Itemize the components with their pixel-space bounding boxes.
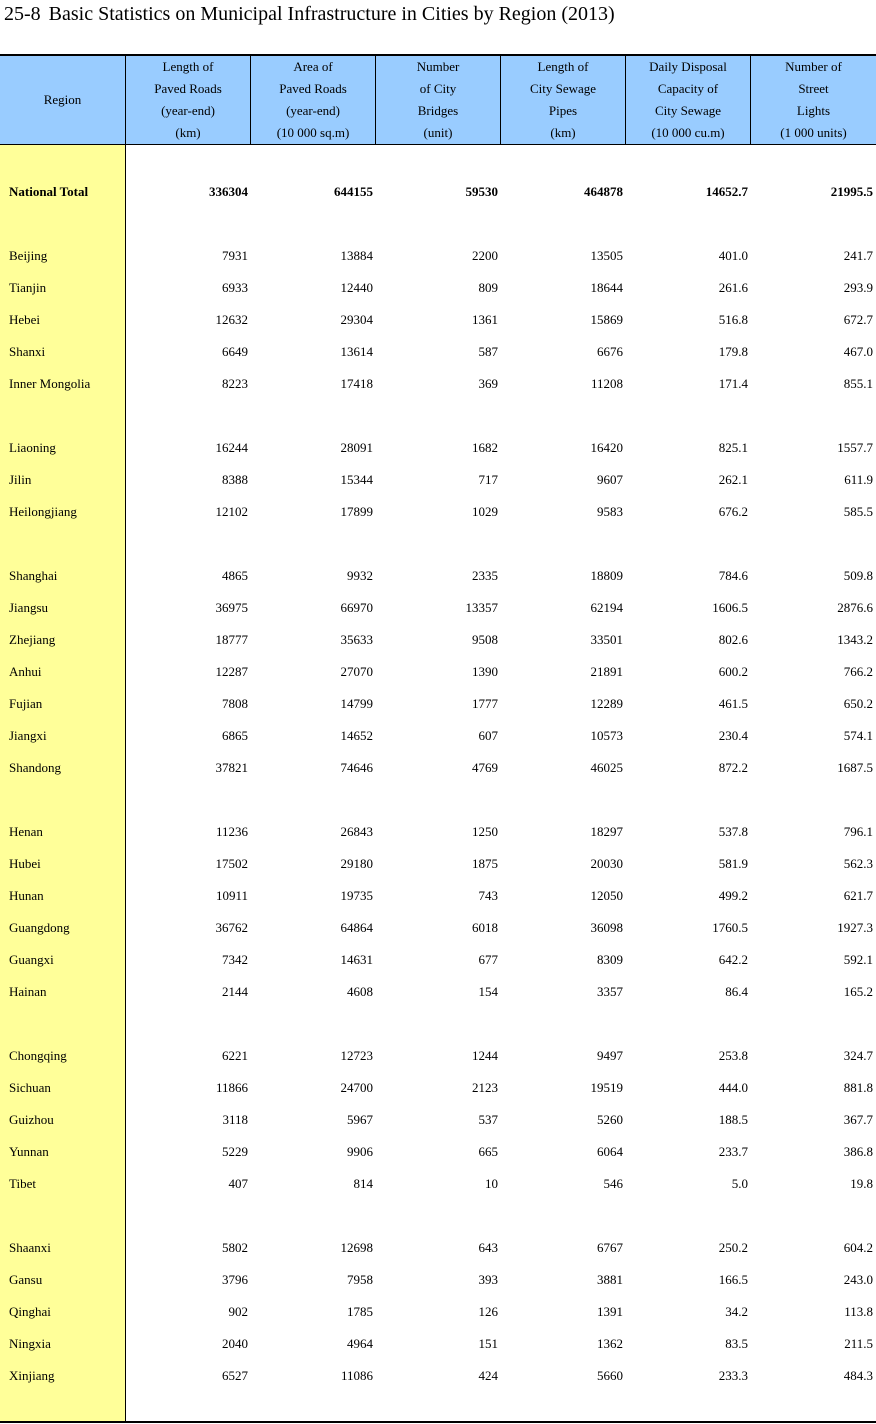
- table-cell: 386.8: [843, 1144, 873, 1159]
- table-cell: 4769: [472, 760, 498, 775]
- table-cell: 809: [478, 280, 498, 295]
- table-cell: 36762: [215, 920, 248, 935]
- column-header-line: Region: [43, 92, 82, 107]
- table-cell: 604.2: [843, 1240, 873, 1255]
- region-name: Shanxi: [9, 344, 46, 359]
- region-name: Sichuan: [9, 1080, 51, 1095]
- table-cell: 262.1: [718, 472, 748, 487]
- column-header-line: Paved Roads: [154, 81, 222, 96]
- table-cell: 34.2: [725, 1304, 748, 1319]
- table-cell: 802.6: [718, 632, 748, 647]
- table-cell: 1390: [472, 664, 498, 679]
- table-cell: 1875: [472, 856, 498, 871]
- region-name: Tianjin: [9, 280, 47, 295]
- column-header-line: Area of: [293, 59, 333, 74]
- region-name: Tibet: [9, 1176, 36, 1191]
- table-row: [0, 598, 876, 618]
- table-row: [0, 1174, 876, 1194]
- table-cell: 5967: [347, 1112, 373, 1127]
- table-cell: 19735: [340, 888, 373, 903]
- table-cell: 407: [228, 1176, 248, 1191]
- table-cell: 10573: [590, 728, 623, 743]
- table-cell: 8223: [222, 376, 248, 391]
- region-name: Jiangxi: [9, 728, 47, 743]
- table-cell: 250.2: [718, 1240, 748, 1255]
- table-row-total: [0, 182, 876, 202]
- table-cell: 7958: [347, 1272, 373, 1287]
- table-row: [0, 694, 876, 714]
- table-cell: 35633: [340, 632, 373, 647]
- table-cell: 12723: [340, 1048, 373, 1063]
- table-cell: 17502: [215, 856, 248, 871]
- table-cell: 13884: [340, 248, 373, 263]
- table-cell: 784.6: [718, 568, 748, 583]
- table-cell: 676.2: [718, 504, 748, 519]
- table-cell: 881.8: [843, 1080, 873, 1095]
- table-cell: 171.4: [718, 376, 748, 391]
- table-cell: 17418: [340, 376, 373, 391]
- column-header-line: Number of: [785, 59, 842, 74]
- table-cell: 1557.7: [837, 440, 873, 455]
- table-cell: 6527: [222, 1368, 248, 1383]
- table-cell: 46025: [590, 760, 623, 775]
- region-name: Shaanxi: [9, 1240, 51, 1255]
- table-cell: 37821: [215, 760, 248, 775]
- table-cell: 872.2: [718, 760, 748, 775]
- table-cell: 4964: [347, 1336, 373, 1351]
- column-header: [500, 56, 625, 144]
- region-name: Fujian: [9, 696, 43, 711]
- table-row: [0, 246, 876, 266]
- table-cell: 467.0: [843, 344, 873, 359]
- table-cell: 401.0: [718, 248, 748, 263]
- column-header-line: (year-end): [286, 103, 340, 118]
- table-bottom-rule: [0, 1421, 876, 1423]
- column-header-line: Length of: [537, 59, 589, 74]
- table-cell: 11236: [215, 824, 248, 839]
- table-cell: 113.8: [844, 1304, 873, 1319]
- table-cell: 1687.5: [837, 760, 873, 775]
- region-name: Heilongjiang: [9, 504, 77, 519]
- region-name: Chongqing: [9, 1048, 67, 1063]
- region-column-background: [0, 145, 126, 1421]
- table-cell: 15344: [340, 472, 373, 487]
- table-cell: 743: [478, 888, 498, 903]
- table-cell: 825.1: [718, 440, 748, 455]
- table-row: [0, 918, 876, 938]
- table-cell: 587: [478, 344, 498, 359]
- table-cell: 855.1: [843, 376, 873, 391]
- table-cell: 12698: [340, 1240, 373, 1255]
- table-cell: 2335: [472, 568, 498, 583]
- page-title: [4, 3, 615, 26]
- column-header-line: City Sewage: [654, 103, 722, 118]
- table-cell: 13505: [590, 248, 623, 263]
- table-cell: 18297: [590, 824, 623, 839]
- table-cell: 83.5: [725, 1336, 748, 1351]
- column-header-line: Capacity of: [657, 81, 719, 96]
- table-cell: 9607: [597, 472, 623, 487]
- table-cell: 642.2: [718, 952, 748, 967]
- table-cell: 253.8: [718, 1048, 748, 1063]
- table-cell: 166.5: [718, 1272, 748, 1287]
- table-cell: 600.2: [718, 664, 748, 679]
- table-cell: 12287: [215, 664, 248, 679]
- table-cell: 2123: [472, 1080, 498, 1095]
- table-cell: 13614: [340, 344, 373, 359]
- column-header-line: Pipes: [548, 103, 578, 118]
- table-cell: 717: [478, 472, 498, 487]
- table-cell: 369: [478, 376, 498, 391]
- table-cell: 18644: [590, 280, 623, 295]
- region-name: Beijing: [9, 248, 48, 263]
- table-cell: 16420: [590, 440, 623, 455]
- table-cell: 36098: [590, 920, 623, 935]
- column-header: [750, 56, 876, 144]
- table-cell: 5660: [597, 1368, 623, 1383]
- table-cell: 62194: [590, 600, 623, 615]
- region-name: Shandong: [9, 760, 61, 775]
- table-cell: 1682: [472, 440, 498, 455]
- table-cell: 3796: [222, 1272, 248, 1287]
- table-cell: 672.7: [843, 312, 873, 327]
- table-cell: 233.7: [718, 1144, 748, 1159]
- table-cell: 154: [478, 984, 498, 999]
- table-cell: 12102: [215, 504, 248, 519]
- table-row: [0, 950, 876, 970]
- table-cell: 8388: [222, 472, 248, 487]
- table-cell: 1343.2: [837, 632, 873, 647]
- table-cell: 444.0: [718, 1080, 748, 1095]
- table-row: [0, 758, 876, 778]
- table-row: [0, 438, 876, 458]
- table-cell: 766.2: [843, 664, 873, 679]
- table-cell: 21995.5: [830, 184, 873, 199]
- column-header-line: (km): [550, 125, 576, 140]
- region-name: Guangxi: [9, 952, 54, 967]
- table-cell: 336304: [209, 184, 248, 199]
- table-cell: 151: [478, 1336, 498, 1351]
- table-cell: 6865: [222, 728, 248, 743]
- table-row: [0, 310, 876, 330]
- table-cell: 6649: [222, 344, 248, 359]
- column-header-line: (year-end): [161, 103, 215, 118]
- table-cell: 537.8: [718, 824, 748, 839]
- table-cell: 1777: [472, 696, 498, 711]
- column-header-line: (1 000 units): [780, 125, 847, 140]
- table-cell: 2876.6: [837, 600, 873, 615]
- table-cell: 12632: [215, 312, 248, 327]
- region-name: Ningxia: [9, 1336, 51, 1351]
- region-name: Zhejiang: [9, 632, 56, 647]
- table-row: [0, 1046, 876, 1066]
- column-header: [250, 56, 375, 144]
- table-cell: 574.1: [843, 728, 873, 743]
- table-cell: 4865: [222, 568, 248, 583]
- table-cell: 5229: [222, 1144, 248, 1159]
- table-cell: 4608: [347, 984, 373, 999]
- table-cell: 424: [478, 1368, 498, 1383]
- table-cell: 230.4: [718, 728, 748, 743]
- table-cell: 233.3: [718, 1368, 748, 1383]
- table-cell: 16244: [215, 440, 248, 455]
- table-cell: 19.8: [850, 1176, 873, 1191]
- table-cell: 6221: [222, 1048, 248, 1063]
- region-name: Anhui: [9, 664, 42, 679]
- table-cell: 516.8: [718, 312, 748, 327]
- table-cell: 15869: [590, 312, 623, 327]
- table-cell: 12289: [590, 696, 623, 711]
- table-cell: 9583: [597, 504, 623, 519]
- table-cell: 5.0: [731, 1176, 748, 1191]
- table-cell: 11866: [215, 1080, 248, 1095]
- table-cell: 1029: [472, 504, 498, 519]
- region-name: Xinjiang: [9, 1368, 55, 1383]
- statistics-table: [0, 54, 876, 1424]
- table-cell: 650.2: [843, 696, 873, 711]
- region-name: Hunan: [9, 888, 44, 903]
- table-cell: 293.9: [843, 280, 873, 295]
- table-cell: 7931: [222, 248, 248, 263]
- table-cell: 8309: [597, 952, 623, 967]
- table-cell: 86.4: [725, 984, 748, 999]
- table-cell: 585.5: [843, 504, 873, 519]
- table-cell: 74646: [340, 760, 373, 775]
- column-header: [375, 56, 500, 144]
- column-header-line: (unit): [423, 125, 453, 140]
- table-cell: 6676: [597, 344, 623, 359]
- table-cell: 592.1: [843, 952, 873, 967]
- region-name: Jilin: [9, 472, 32, 487]
- table-cell: 14652: [340, 728, 373, 743]
- table-cell: 814: [353, 1176, 373, 1191]
- table-row: [0, 662, 876, 682]
- table-cell: 324.7: [843, 1048, 873, 1063]
- table-cell: 211.5: [844, 1336, 873, 1351]
- table-cell: 621.7: [843, 888, 873, 903]
- column-header: [125, 56, 250, 144]
- table-cell: 677: [478, 952, 498, 967]
- table-cell: 509.8: [843, 568, 873, 583]
- table-row: [0, 822, 876, 842]
- table-cell: 546: [603, 1176, 623, 1191]
- table-row: [0, 278, 876, 298]
- table-cell: 17899: [340, 504, 373, 519]
- table-cell: 499.2: [718, 888, 748, 903]
- table-cell: 24700: [340, 1080, 373, 1095]
- table-cell: 18777: [215, 632, 248, 647]
- column-header-line: Lights: [796, 103, 831, 118]
- table-cell: 7808: [222, 696, 248, 711]
- table-cell: 59530: [465, 184, 498, 199]
- column-header-line: Street: [798, 81, 829, 96]
- table-cell: 2144: [222, 984, 248, 999]
- region-name: Yunnan: [9, 1144, 49, 1159]
- table-cell: 644155: [334, 184, 373, 199]
- table-cell: 5802: [222, 1240, 248, 1255]
- table-row: [0, 342, 876, 362]
- table-cell: 28091: [340, 440, 373, 455]
- table-cell: 243.0: [843, 1272, 873, 1287]
- region-name: Hainan: [9, 984, 47, 999]
- table-cell: 562.3: [843, 856, 873, 871]
- table-cell: 1362: [597, 1336, 623, 1351]
- table-cell: 2040: [222, 1336, 248, 1351]
- table-cell: 12050: [590, 888, 623, 903]
- table-cell: 1361: [472, 312, 498, 327]
- table-row: [0, 854, 876, 874]
- table-cell: 393: [478, 1272, 498, 1287]
- table-cell: 607: [478, 728, 498, 743]
- table-cell: 20030: [590, 856, 623, 871]
- table-row: [0, 726, 876, 746]
- table-cell: 179.8: [718, 344, 748, 359]
- table-cell: 3118: [222, 1112, 248, 1127]
- column-header: [625, 56, 750, 144]
- table-cell: 64864: [340, 920, 373, 935]
- table-cell: 1606.5: [712, 600, 748, 615]
- table-cell: 126: [478, 1304, 498, 1319]
- table-row: [0, 630, 876, 650]
- table-row: [0, 470, 876, 490]
- table-cell: 10: [485, 1176, 498, 1191]
- table-row: [0, 374, 876, 394]
- table-cell: 1785: [347, 1304, 373, 1319]
- region-name: Hubei: [9, 856, 41, 871]
- table-cell: 7342: [222, 952, 248, 967]
- table-cell: 261.6: [718, 280, 748, 295]
- column-header-line: City Sewage: [529, 81, 597, 96]
- table-cell: 188.5: [718, 1112, 748, 1127]
- table-cell: 21891: [590, 664, 623, 679]
- table-cell: 9906: [347, 1144, 373, 1159]
- table-cell: 464878: [584, 184, 623, 199]
- table-cell: 9932: [347, 568, 373, 583]
- table-cell: 611.9: [844, 472, 873, 487]
- table-cell: 66970: [340, 600, 373, 615]
- table-cell: 643: [478, 1240, 498, 1255]
- table-cell: 537: [478, 1112, 498, 1127]
- table-cell: 796.1: [843, 824, 873, 839]
- table-cell: 19519: [590, 1080, 623, 1095]
- table-cell: 11086: [340, 1368, 373, 1383]
- region-name: Henan: [9, 824, 43, 839]
- region-name: Gansu: [9, 1272, 43, 1287]
- table-cell: 14799: [340, 696, 373, 711]
- table-row: [0, 1238, 876, 1258]
- table-cell: 9497: [597, 1048, 623, 1063]
- table-cell: 581.9: [718, 856, 748, 871]
- column-header-line: Length of: [162, 59, 214, 74]
- table-row: [0, 1302, 876, 1322]
- table-cell: 1244: [472, 1048, 498, 1063]
- table-cell: 241.7: [843, 248, 873, 263]
- table-row: [0, 1270, 876, 1290]
- table-cell: 29180: [340, 856, 373, 871]
- region-name: Liaoning: [9, 440, 56, 455]
- region-name: Guizhou: [9, 1112, 54, 1127]
- table-cell: 3357: [597, 984, 623, 999]
- table-cell: 6018: [472, 920, 498, 935]
- region-name: Hebei: [9, 312, 41, 327]
- table-cell: 18809: [590, 568, 623, 583]
- table-cell: 12440: [340, 280, 373, 295]
- table-cell: 11208: [590, 376, 623, 391]
- column-header-line: (10 000 sq.m): [276, 125, 350, 140]
- region-name: Jiangsu: [9, 600, 48, 615]
- table-cell: 165.2: [843, 984, 873, 999]
- table-header: [0, 56, 876, 145]
- column-header-line: Number: [416, 59, 460, 74]
- column-header-line: Daily Disposal: [649, 59, 727, 74]
- column-header-line: Bridges: [417, 103, 459, 118]
- table-cell: 367.7: [843, 1112, 873, 1127]
- table-row: [0, 982, 876, 1002]
- column-header-line: (km): [175, 125, 201, 140]
- table-cell: 33501: [590, 632, 623, 647]
- region-name: National Total: [9, 184, 89, 199]
- table-cell: 14631: [340, 952, 373, 967]
- table-cell: 665: [478, 1144, 498, 1159]
- table-row: [0, 502, 876, 522]
- table-cell: 6767: [597, 1240, 623, 1255]
- column-header-line: (10 000 cu.m): [651, 125, 725, 140]
- region-name: Inner Mongolia: [9, 376, 91, 391]
- region-name: Guangdong: [9, 920, 70, 935]
- table-cell: 29304: [340, 312, 373, 327]
- table-cell: 13357: [465, 600, 498, 615]
- table-cell: 2200: [472, 248, 498, 263]
- table-row: [0, 566, 876, 586]
- table-cell: 6933: [222, 280, 248, 295]
- table-cell: 5260: [597, 1112, 623, 1127]
- table-row: [0, 1142, 876, 1162]
- column-header-line: Paved Roads: [279, 81, 347, 96]
- table-cell: 1760.5: [712, 920, 748, 935]
- table-cell: 26843: [340, 824, 373, 839]
- table-row: [0, 1334, 876, 1354]
- table-cell: 9508: [472, 632, 498, 647]
- table-cell: 902: [228, 1304, 248, 1319]
- region-name: Shanghai: [9, 568, 58, 583]
- table-number: 25-8: [4, 3, 41, 25]
- region-name: Qinghai: [9, 1304, 51, 1319]
- table-row: [0, 1366, 876, 1386]
- table-row: [0, 1078, 876, 1098]
- table-cell: 1250: [472, 824, 498, 839]
- table-cell: 3881: [597, 1272, 623, 1287]
- table-cell: 6064: [597, 1144, 623, 1159]
- table-cell: 1391: [597, 1304, 623, 1319]
- column-header-line: of City: [419, 81, 457, 96]
- column-header-region: [0, 56, 125, 144]
- table-cell: 36975: [215, 600, 248, 615]
- table-cell: 27070: [340, 664, 373, 679]
- table-cell: 10911: [215, 888, 248, 903]
- table-cell: 484.3: [843, 1368, 873, 1383]
- table-title: Basic Statistics on Municipal Infrastructure in Cities by Region (2013): [48, 3, 615, 25]
- table-cell: 14652.7: [705, 184, 748, 199]
- table-row: [0, 1110, 876, 1130]
- table-cell: 461.5: [718, 696, 748, 711]
- table-cell: 1927.3: [837, 920, 873, 935]
- table-row: [0, 886, 876, 906]
